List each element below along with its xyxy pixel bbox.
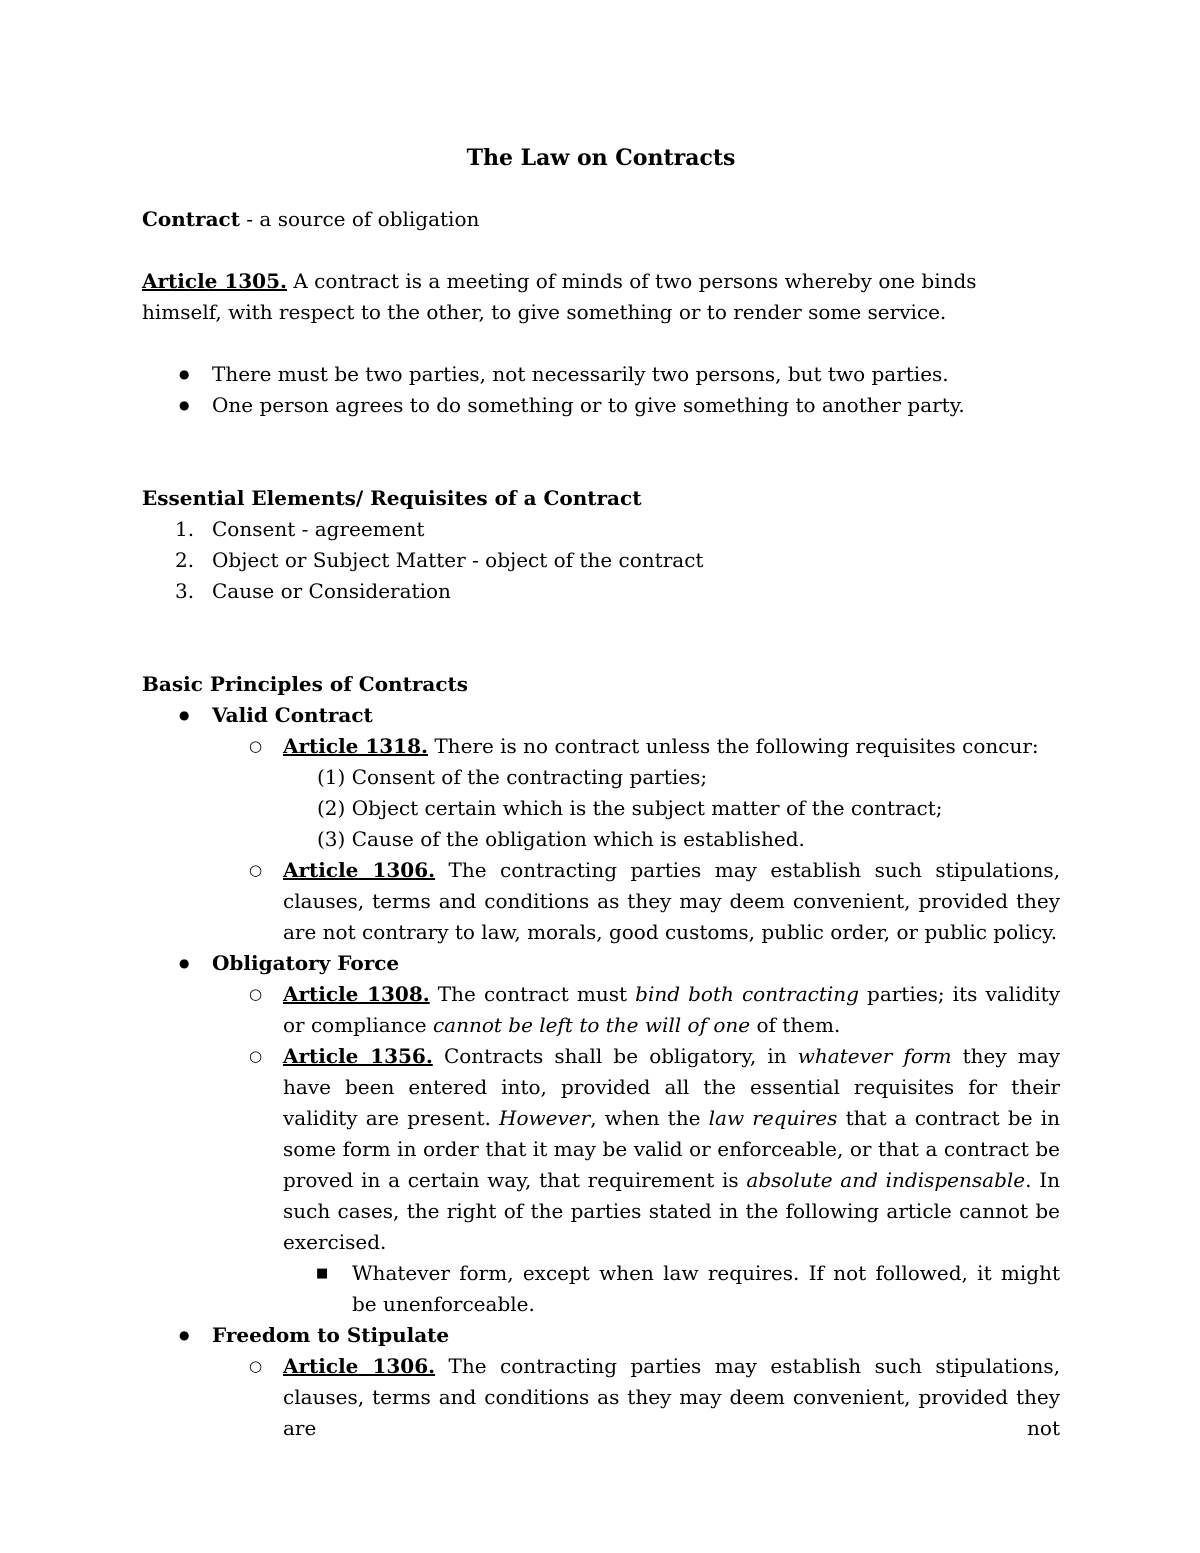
section-heading-elements: Essential Elements/ Requisites of a Contract bbox=[142, 486, 642, 510]
document-title: The Law on Contracts bbox=[466, 145, 736, 171]
article-1356-note: Whatever form, except when law requires. If not followed, it might be unenforceable. bbox=[352, 1261, 1060, 1316]
document-page bbox=[142, 140, 1060, 1444]
list-item: 3. Cause or Consideration bbox=[175, 579, 451, 603]
list-item: 2. Object or Subject Matter - object of the contract bbox=[175, 548, 704, 572]
list-item: 1. Consent - agreement bbox=[175, 517, 425, 541]
article-1356-item: Article 1356. Contracts shall be obligatory, in whatever form they may have been entered into, provided all the essential requisites for their validity are present. However, when the law requires that a contract be in some form in order that it may be valid or enforceable, or that a contract be proved in a certain way, that requirement is absolute and indispensable. In such cases, the right of the parties stated in the following article cannot be exercised. bbox=[283, 1044, 1061, 1254]
principle-valid-contract: Valid Contract bbox=[212, 703, 373, 727]
principle-obligatory-force: Obligatory Force bbox=[212, 951, 400, 975]
list-item: There must be two parties, not necessarily two persons, but two parties. bbox=[212, 362, 949, 386]
article-1306-repeat-item: Article 1306. The contracting parties may establish such stipulations, clauses, terms and conditions as they may deem convenient, provided they are not bbox=[283, 1354, 1060, 1440]
article-1305-paragraph bbox=[142, 266, 1060, 328]
list-item: (2) Object certain which is the subject matter of the contract; bbox=[317, 796, 943, 820]
article-1305-text: A contract is a meeting of minds of two persons whereby one binds himself, with respect to the other, to give something or to render some service. bbox=[142, 269, 977, 324]
contract-definition-text: - a source of obligation bbox=[239, 207, 480, 231]
principle-freedom-to-stipulate: Freedom to Stipulate bbox=[212, 1323, 450, 1347]
list-item: (3) Cause of the obligation which is established. bbox=[317, 827, 805, 851]
article-1308-item: Article 1308. The contract must bind both contracting parties; its validity or compliance cannot be left to the will of one of them. bbox=[283, 982, 1061, 1037]
section-heading-principles: Basic Principles of Contracts bbox=[142, 672, 468, 696]
contract-definition bbox=[142, 204, 1060, 235]
contract-term: Contract bbox=[142, 207, 240, 231]
list-item: (1) Consent of the contracting parties; bbox=[317, 765, 708, 789]
list-item: One person agrees to do something or to give something to another party. bbox=[212, 393, 965, 417]
article-1305-label: Article 1305. bbox=[142, 269, 287, 293]
article-1318-item: Article 1318. There is no contract unless the following requisites concur: bbox=[283, 734, 1039, 758]
article-1306-item: Article 1306. The contracting parties may establish such stipulations, clauses, terms and conditions as they may deem convenient, provided they are not contrary to law, morals, good customs, public order, or public policy. bbox=[283, 858, 1060, 944]
